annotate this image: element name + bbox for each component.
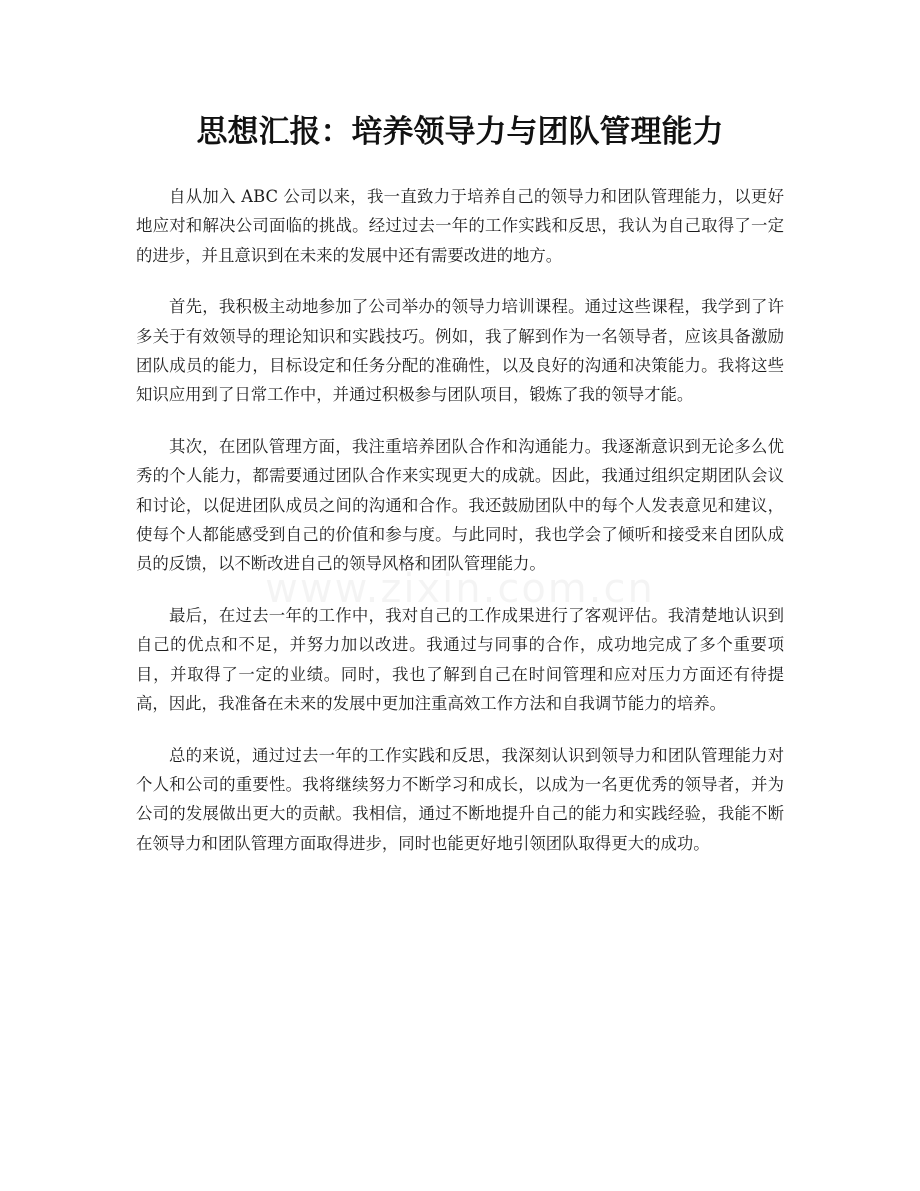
paragraph-conclusion: 总的来说，通过过去一年的工作实践和反思，我深刻认识到领导力和团队管理能力对个人和公司的重要性。我将继续努力不断学习和成长，以成为一名更优秀的领导者，并为公司的发展做出更大的贡献。我相信，通过不断地提升自己的能力和实践经验，我能不断在领导力和团队管理方面取得进步，同时也能更好地引领团队取得更大的成功。 bbox=[136, 745, 784, 853]
paragraph-self-evaluation: 最后，在过去一年的工作中，我对自己的工作成果进行了客观评估。我清楚地认识到自己的优点和不足，并努力加以改进。我通过与同事的合作，成功地完成了多个重要项目，并取得了一定的业绩。同时，我也了解到自己在时间管理和应对压力方面还有待提高，因此，我准备在未来的发展中更加注重高效工作方法和自我调节能力的培养。 bbox=[136, 605, 784, 714]
document-body bbox=[136, 182, 784, 880]
document-title: 思想汇报：培养领导力与团队管理能力 bbox=[196, 114, 724, 150]
paragraph-team-management: 其次，在团队管理方面，我注重培养团队合作和沟通能力。我逐渐意识到无论多么优秀的个人能力，都需要通过团队合作来实现更大的成就。因此，我通过组织定期团队会议和讨论，以促进团队成员之间的沟通和合作。我还鼓励团队中的每个人发表意见和建议，使每个人都能感受到自己的价值和参与度。与此同时，我也学会了倾听和接受来自团队成员的反馈，以不断改进自己的领导风格和团队管理能力。 bbox=[136, 436, 784, 574]
paragraph-intro: 自从加入 ABC 公司以来，我一直致力于培养自己的领导力和团队管理能力，以更好地应对和解决公司面临的挑战。经过过去一年的工作实践和反思，我认为自己取得了一定的进步，并且意识到在未来的发展中还有需要改进的地方。 bbox=[136, 187, 784, 265]
paragraph-training: 首先，我积极主动地参加了公司举办的领导力培训课程。通过这些课程，我学到了许多关于有效领导的理论知识和实践技巧。例如，我了解到作为一名领导者，应该具备激励团队成员的能力，目标设定和任务分配的准确性，以及良好的沟通和决策能力。我将这些知识应用到了日常工作中，并通过积极参与团队项目，锻炼了我的领导才能。 bbox=[136, 297, 784, 405]
